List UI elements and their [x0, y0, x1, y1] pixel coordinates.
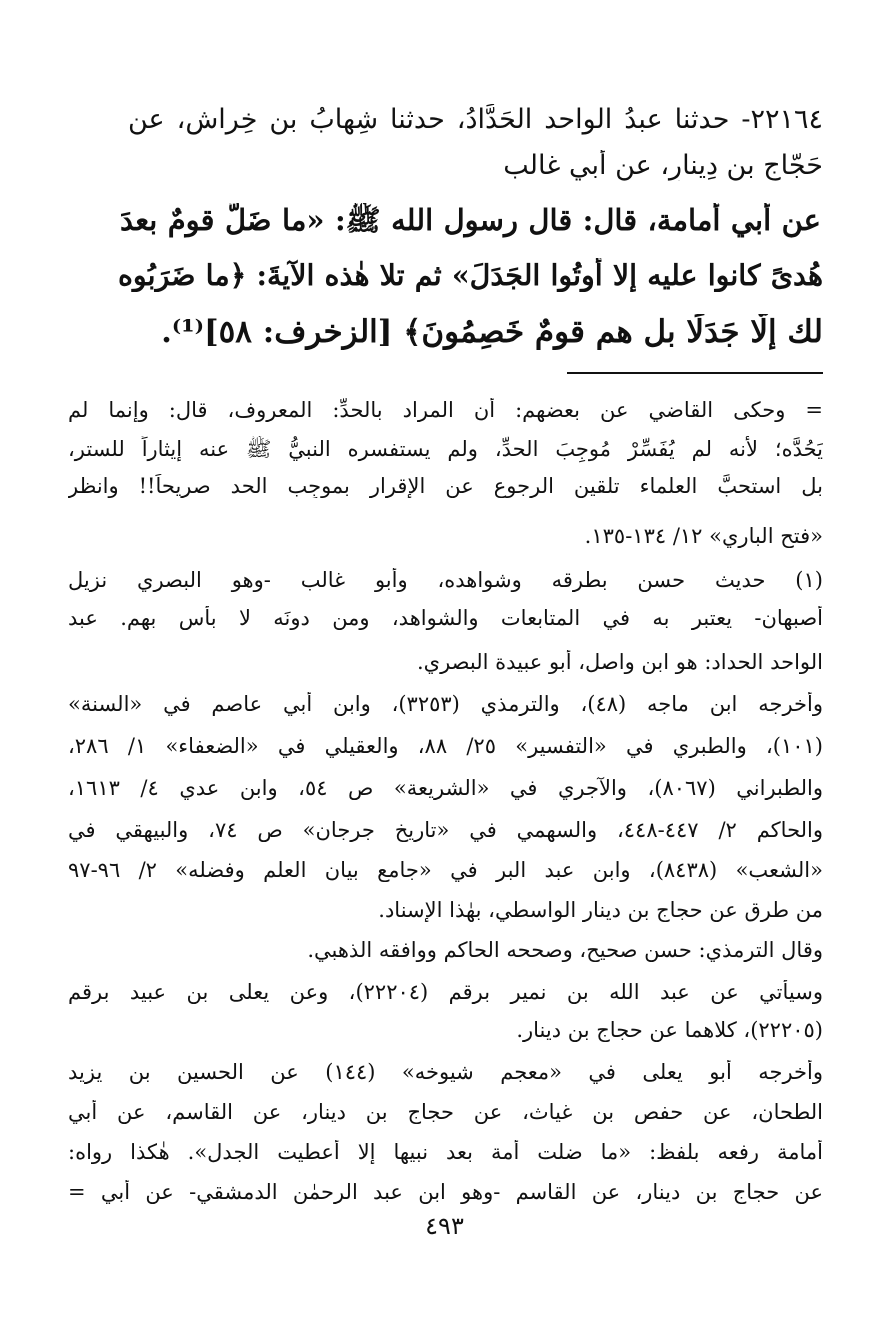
isnad-line-1: ٢٢١٦٤- حدثنا عبدُ الواحد الحَدَّادُ، حدثنا شِهابُ بن خِراشٍ، عن [128, 104, 823, 135]
footnote-line-2: يَحُدَّه؛ لأنه لم يُفَسِّرْ مُوجِبَ الحدِّ، ولم يستفسره النبيُّ ﷺ عنه إيثاراً للستر، [68, 437, 823, 461]
footnote-separator [567, 372, 823, 374]
footnote-line-3: بل استحبَّ العلماء تلقين الرجوعِ عن الإقرار بموجِب الحد صريحاً!! وانظر [68, 474, 823, 498]
matn-line-1: عن أَبي أُمامة، قال: قال رسول الله ﷺ: «ما ضَلَّ قومٌ بعدَ [120, 203, 821, 237]
footnote-line-14: وقال الترمذي: حسن صحيح، وصححه الحاكم ووافقه الذهبي. [307, 938, 823, 962]
footnote-line-6: أصبهان- يعتبر به في المتابعات والشواهد، ومن دونَه لا بأس بهم. عبد [68, 606, 823, 630]
footnote-line-13: من طرق عن حجاج بن دينار الواسطي، بهٰذا الإسناد. [378, 898, 823, 922]
footnote-line-8: وأخرجه ابن ماجه (٤٨)، والترمذي (٣٢٥٣)، وابن أبي عاصم في «السنة» [68, 692, 823, 716]
footnote-line-20: عن حجاج بن دينار، عن القاسم -وهو ابن عبد الرحمٰن الدمشقي- عن أبي = [68, 1180, 823, 1204]
footnote-line-10: والطبراني (٨٠٦٧)، والآجري في «الشريعة» ص ٥٤، وابن عدي ٤/ ١٦١٣، [68, 776, 823, 800]
footnote-line-4: «فتح الباري» ١٢/ ١٣٤-١٣٥. [584, 524, 823, 548]
page-number: ٤٩٣ [425, 1212, 464, 1240]
footnote-line-18: الطحان، عن حفص بن غياث، عن حجاج بن دينار، عن القاسم، عن أبي [68, 1100, 823, 1124]
footnote-line-1: = وحكى القاضي عن بعضهم: أن المراد بالحدِّ: المعروف، قال: وإنما لم [68, 398, 823, 422]
matn-line-3: لك إِلَّا جَدَلًا بل هم قومٌ خَصِمُونَ﴾ [الزخرف: ٥٨]⁽¹⁾. [161, 314, 823, 350]
footnote-line-16: (٢٢٢٠٥)، كلاهما عن حجاج بن دينار. [516, 1018, 823, 1042]
footnote-line-19: أمامة رفعه بلفظ: «ما ضلت أمة بعد نبيها إلا أعطيت الجدل». هٰكذا رواه: [68, 1140, 823, 1164]
isnad-line-2: حَجّاج بن دِينارٍ، عن أَبي غالب [503, 150, 823, 181]
footnote-line-11: والحاكم ٢/ ٤٤٧-٤٤٨، والسهمي في «تاريخ جرجان» ص ٧٤، والبيهقي في [68, 818, 823, 842]
footnote-line-12: «الشعب» (٨٤٣٨)، وابن عبد البر في «جامع بيان العلم وفضله» ٢/ ٩٦-٩٧ [68, 858, 823, 882]
footnote-line-15: وسيأتي عن عبد الله بن نمير برقم (٢٢٢٠٤)، وعن يعلى بن عبيد برقم [68, 980, 823, 1004]
footnote-line-17: وأخرجه أبو يعلى في «معجم شيوخه» (١٤٤) عن الحسين بن يزيد [68, 1060, 823, 1084]
footnote-line-7: الواحد الحداد: هو ابن واصل، أبو عبيدة البصري. [416, 650, 823, 674]
footnote-line-9: (١٠١)، والطبري في «التفسير» ٢٥/ ٨٨، والعقيلي في «الضعفاء» ١/ ٢٨٦، [68, 734, 823, 758]
matn-line-2: هُدىً كانوا عليه إلا أُوتُوا الجَدَلَ» ثم تلا هٰذه الآيةَ: ﴿ما ضَرَبُوه [118, 258, 823, 292]
footnote-line-5: (١) حديث حسن بطرقه وشواهده، وأبو غالب -وهو البصري نزيل [68, 568, 823, 592]
